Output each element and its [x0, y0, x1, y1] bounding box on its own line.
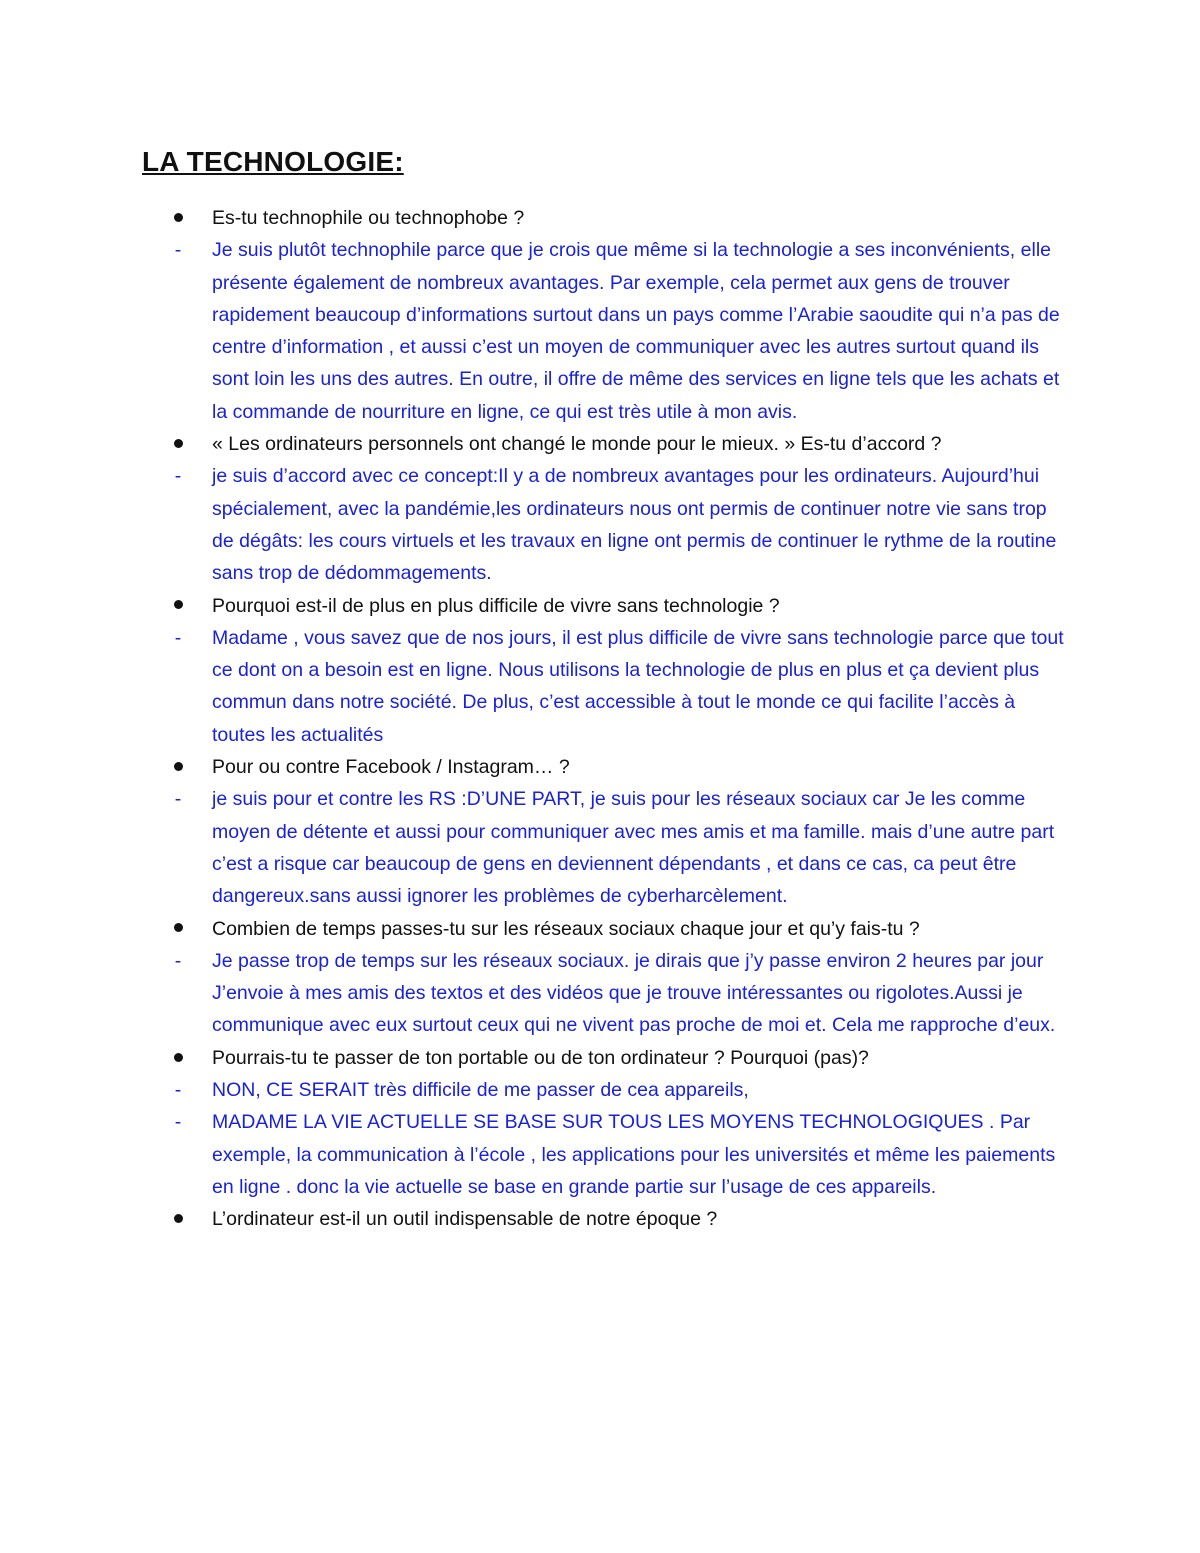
dash-marker: -	[174, 949, 182, 972]
bullet-icon	[170, 590, 186, 622]
answer-text: MADAME LA VIE ACTUELLE SE BASE SUR TOUS LES MOYENS TECHNOLOGIQUES . Par exemple, la communication à l’école , les applications pour les universités et même les paiements en ligne . donc la vie actuelle se base en grande partie sur l’usage de ces appareils.	[212, 1111, 1056, 1198]
list-item-question	[170, 590, 1070, 622]
question-text: Es-tu technophile ou technophobe ?	[212, 207, 525, 229]
question-text: Pour ou contre Facebook / Instagram… ?	[212, 756, 570, 779]
question-text: Pourquoi est-il de plus en plus difficile de vivre sans technologie ?	[212, 594, 780, 617]
bullet-icon	[170, 751, 186, 783]
bullet-icon	[170, 202, 186, 234]
answer-text: NON, CE SERAIT très difficile de me passer de cea appareils,	[212, 1079, 749, 1102]
list-item-question	[170, 1203, 1070, 1235]
list-item-question	[170, 751, 1070, 783]
answer-text: Je suis plutôt technophile parce que je crois que même si la technologie a ses inconvénients, elle présente également de nombreux avantages. Par exemple, cela permet aux gens de trouver rapidement beaucoup d’informations surtout dans un pays comme l’Arabie saoudite qui n’a pas de centre d’information , et aussi c’est un moyen de communiquer avec les autres surtout quand ils sont loin les uns des autres. En outre, il offre de même des services en ligne tels que les achats et la commande de nourriture en ligne, ce qui est très utile à mon avis.	[212, 239, 1060, 423]
bullet-icon	[170, 428, 186, 460]
bullet-icon	[170, 913, 186, 945]
list-item-question	[170, 202, 1070, 234]
question-text: Combien de temps passes-tu sur les réseaux sociaux chaque jour et qu’y fais-tu ?	[212, 917, 920, 940]
dash-marker: -	[174, 1111, 182, 1134]
list-item-answer	[170, 945, 1070, 1042]
question-text: Pourrais-tu te passer de ton portable ou de ton ordinateur ? Pourquoi (pas)?	[212, 1046, 869, 1069]
list-item-question	[170, 913, 1070, 945]
list-item-answer	[170, 460, 1070, 589]
dash-marker: -	[174, 465, 182, 488]
answer-text: Je passe trop de temps sur les réseaux sociaux. je dirais que j’y passe environ 2 heures par jour J’envoie à mes amis des textos et des vidéos que je trouve intéressantes ou rigolotes.Aussi je communique avec eux surtout ceux qui ne vivent pas proche de moi et. Cela me rapproche d’eux.	[212, 949, 1056, 1037]
bullet-icon	[170, 1203, 186, 1235]
answer-text: je suis d’accord avec ce concept:Il y a de nombreux avantages pour les ordinateurs. Aujourd’hui spécialement, avec la pandémie,les ordinateurs nous ont permis de continuer notre vie sans trop de dégâts: les cours virtuels et les travaux en ligne ont permis de continuer le rythme de la routine sans trop de dédommagements.	[212, 465, 1057, 585]
question-text: L’ordinateur est-il un outil indispensable de notre époque ?	[212, 1208, 718, 1231]
list-item-answer	[170, 1106, 1070, 1203]
document-title: LA TECHNOLOGIE:	[142, 146, 404, 177]
dash-marker: -	[174, 1079, 182, 1102]
list-item-question	[170, 1042, 1070, 1074]
answer-text: je suis pour et contre les RS :D’UNE PART, je suis pour les réseaux sociaux car Je les comme moyen de détente et aussi pour communiquer avec mes amis et ma famille. mais d’une autre part c’est a risque car beaucoup de gens en deviennent dépendants , et dans ce cas, ca peut être dangereux.sans aussi ignorer les problèmes de cyberharcèlement.	[212, 788, 1055, 908]
dash-marker: -	[174, 788, 182, 811]
list-item-answer	[170, 622, 1070, 751]
answer-text: Madame , vous savez que de nos jours, il est plus difficile de vivre sans technologie parce que tout ce dont on a besoin est en ligne. Nous utilisons la technologie de plus en plus et ça devient plus commun dans notre société. De plus, c’est accessible à tout le monde ce qui facilite l’accès à toutes les actualités	[212, 626, 1064, 746]
list-item-answer	[170, 783, 1070, 912]
list-item-answer	[170, 234, 1070, 428]
dash-marker: -	[174, 239, 182, 262]
dash-marker: -	[174, 626, 182, 649]
list-item-answer	[170, 1074, 1070, 1106]
question-text: « Les ordinateurs personnels ont changé le monde pour le mieux. » Es-tu d’accord ?	[212, 433, 942, 456]
list-item-question	[170, 428, 1070, 460]
document-body	[170, 202, 1070, 1236]
bullet-icon	[170, 1042, 186, 1074]
